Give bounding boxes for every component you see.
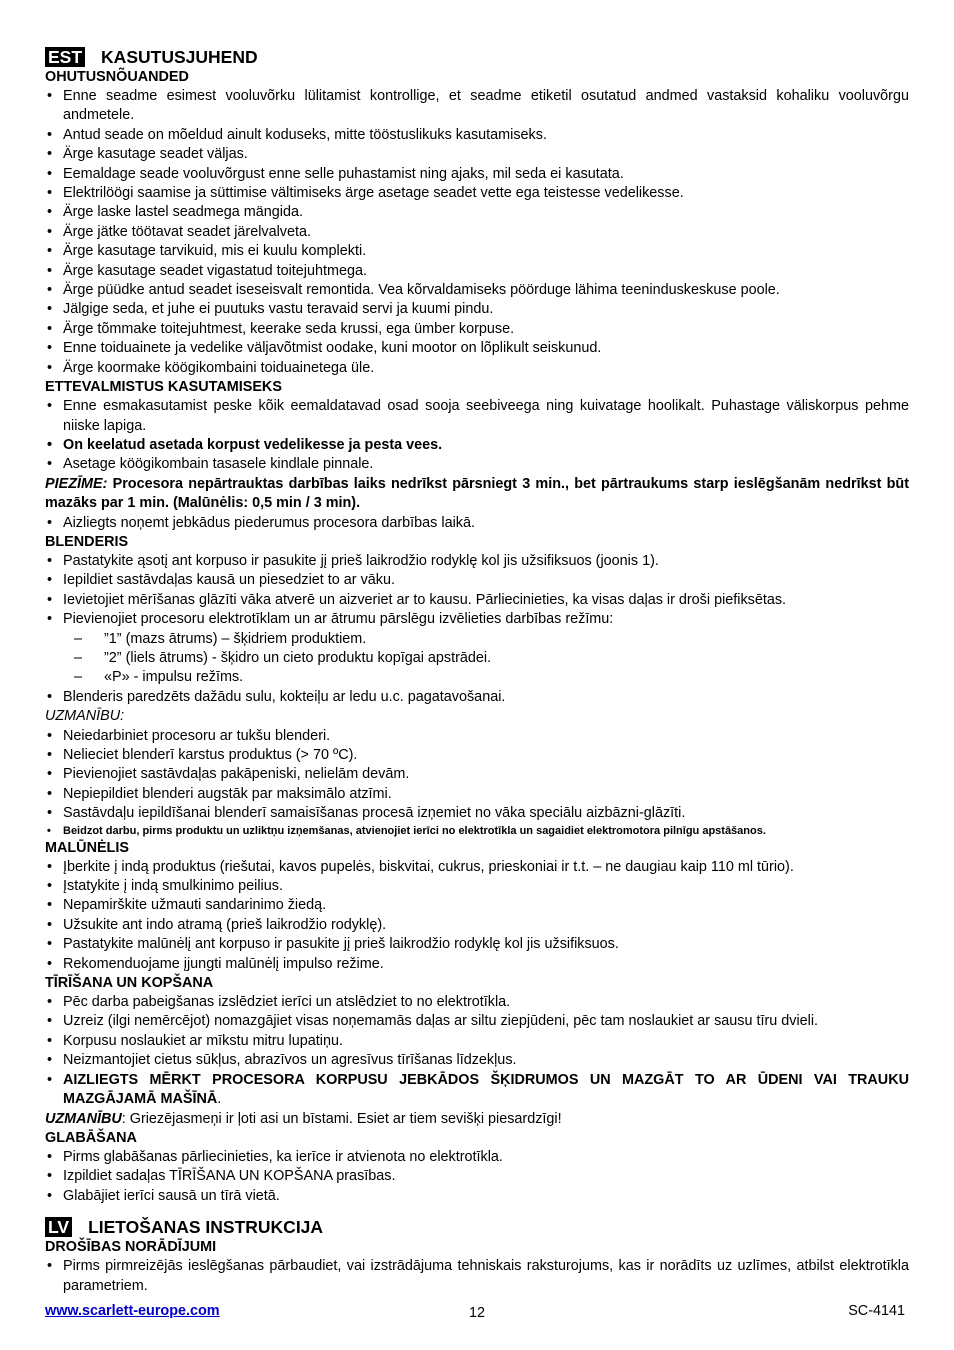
list-item: • Antud seade on mõeldud ainult koduseks, mitte tööstuslikuks kasutamiseks.	[45, 126, 909, 145]
lv-safety-heading: DROŠĪBAS NORĀDĪJUMI	[45, 1239, 217, 1256]
list-item: • Eemaldage seade vooluvõrgust enne selle puhastamist ning ajaks, mil seda ei kasutata.	[45, 165, 909, 184]
blender-list-end	[45, 688, 909, 707]
attention-small-list	[45, 824, 909, 839]
list-item: • Enne esmakasutamist peske kõik eemaldatavad osad sooja seebiveega ning kuivatage hoolikalt. Puhastage väliskorpus pehme niiske lapiga.	[45, 397, 909, 436]
attention-list	[45, 727, 909, 824]
cleaning-warning: AIZLIEGTS MĒRKT PROCESORA KORPUSU JEBKĀDOS ŠĶIDRUMOS UN MAZGĀT TO AR ŪDENI VAI TRAUKU MAZGĀJAMĀ MAŠĪNĀ	[63, 1071, 909, 1108]
list-item: – «P» - impulsu režīms.	[45, 668, 909, 687]
list-item: • Užsukite ant indo atramą (prieš laikrodžio rodyklę).	[45, 916, 909, 935]
list-item: • Pēc darba pabeigšanas izslēdziet ierīci un atslēdziet to no elektrotīkla.	[45, 993, 909, 1012]
note-label: PIEZĪME:	[45, 475, 108, 492]
blender-heading: BLENDERIS	[45, 533, 129, 550]
storage-heading: GLABĀŠANA	[45, 1129, 137, 1146]
list-item: • Enne seadme esimest vooluvõrku lülitamist kontrollige, et seadme etiketil osutatud andmed vastaksid kohaliku vooluvõrgu andmetele.	[45, 87, 909, 126]
list-item: • Sastāvdaļu iepildīšanai blenderī samaisīšanas procesā izņemiet no vāka speciālu aizbāzni-glāzīti.	[45, 804, 909, 823]
list-item: • Įstatykite į indą smulkinimo peilius.	[45, 877, 909, 896]
est-section-header	[45, 46, 909, 68]
list-item: • Ärge jätke töötavat seadet järelvalveta.	[45, 223, 909, 242]
list-item: • Izpildiet sadaļas TĪRĪŠANA UN KOPŠANA prasības.	[45, 1167, 909, 1186]
language-tag-lv: LV	[45, 1217, 72, 1237]
list-item: • Neizmantojiet cietus sūkļus, abrazīvos un agresīvus tīrīšanas līdzekļus.	[45, 1051, 909, 1070]
list-item: • Ärge kasutage seadet väljas.	[45, 145, 909, 164]
list-item: • Blenderis paredzēts dažādu sulu, kokteiļu ar ledu u.c. pagatavošanai.	[45, 688, 909, 707]
list-item	[45, 1071, 909, 1110]
prep-heading: ETTEVALMISTUS KASUTAMISEKS	[45, 379, 282, 396]
lv-section-header	[45, 1216, 909, 1238]
list-item: • Asetage köögikombain tasasele kindlale pinnale.	[45, 455, 909, 474]
lv-title: LIETOŠANAS INSTRUKCIJA	[88, 1217, 324, 1238]
list-item: • Pastatykite ąsotį ant korpuso ir pasukite jį prieš laikrodžio rodyklę kol jis užsifiksuos (joonis 1).	[45, 552, 909, 571]
list-item: • Nepiepildiet blenderi augstāk par maksimālo atzīmi.	[45, 785, 909, 804]
list-item: • Ärge püüdke antud seadet iseseisvalt remontida. Vea kõrvaldamiseks pöörduge lähima teeninduskeskuse poole.	[45, 281, 909, 300]
list-item: • Pastatykite malūnėlį ant korpuso ir pasukite jį prieš laikrodžio rodyklę kol jis užsifiksuos.	[45, 935, 909, 954]
cleaning-warning-end: .	[217, 1091, 222, 1108]
list-item: • Enne toiduainete ja vedelike väljavõtmist oodake, kuni mootor on lõplikult seiskunud.	[45, 339, 909, 358]
cleaning-bold-list	[45, 1071, 909, 1110]
est-safety-heading: OHUTUSNÕUANDED	[45, 69, 189, 85]
list-item: • Iepildiet sastāvdaļas kausā un piesedziet to ar vāku.	[45, 571, 909, 590]
list-item: • Uzreiz (ilgi nemērcējot) nomazgājiet visas noņemamās daļas ar siltu ziepjūdeni, pēc tam noslaukiet ar sausu tīru dvieli.	[45, 1012, 909, 1031]
list-item: • Beidzot darbu, pirms produktu un uzliktņu izņemšanas, atvienojiet ierīci no elektrotīkla un sagaidiet elektromotora pilnīgu apstāšanos.	[45, 824, 909, 839]
list-item: • Pirms glabāšanas pārliecinieties, ka ierīce ir atvienota no elektrotīkla.	[45, 1148, 909, 1167]
cleaning-heading: TĪRĪŠANA UN KOPŠANA	[45, 975, 214, 992]
est-title: KASUTUSJUHEND	[101, 47, 258, 67]
caution-label: UZMANĪBU	[45, 1110, 122, 1127]
list-item: • Glabājiet ierīci sausā un tīrā vietā.	[45, 1187, 909, 1206]
website-link[interactable]: www.scarlett-europe.com	[45, 1303, 220, 1319]
list-item: – ”2” (liels ātrums) - šķidro un cieto produktu kopīgai apstrādei.	[45, 649, 909, 668]
list-item: • Pievienojiet procesoru elektrotīklam un ar ātrumu pārslēgu izvēlieties darbības režīmu:	[45, 610, 909, 629]
list-item: • On keelatud asetada korpust vedelikesse ja pesta vees.	[45, 436, 909, 455]
blender-list	[45, 552, 909, 630]
list-item: • Rekomenduojame įjungti malūnėlį impulso režime.	[45, 955, 909, 974]
list-item: • Ärge laske lastel seadmega mängida.	[45, 203, 909, 222]
prep-list	[45, 397, 909, 475]
page-number: 12	[469, 1305, 486, 1321]
list-item: • Ärge koormake köögikombaini toiduainetega üle.	[45, 359, 909, 378]
list-item: • Įberkite į indą produktus (riešutai, kavos pupelės, biskvitai, cukrus, prieskoniai ir t.t. – ne daugiau kaip 110 ml tūrio).	[45, 858, 909, 877]
list-item: • Jälgige seda, et juhe ei puutuks vastu teravaid servi ja kuumi pindu.	[45, 300, 909, 319]
est-safety-list	[45, 87, 909, 378]
grinder-list	[45, 858, 909, 974]
list-item: • Korpusu noslaukiet ar mīkstu mitru lupatiņu.	[45, 1032, 909, 1051]
list-item: • Neiedarbiniet procesoru ar tukšu blenderi.	[45, 727, 909, 746]
note-list	[45, 514, 909, 533]
cleaning-list	[45, 993, 909, 1071]
caution-paragraph	[45, 1110, 909, 1129]
lv-safety-list	[45, 1257, 909, 1296]
note-paragraph	[45, 475, 909, 514]
language-tag-est: EST	[45, 47, 85, 67]
attention-label: UZMANĪBU:	[45, 708, 125, 725]
list-item: • Ärge kasutage seadet vigastatud toitejuhtmega.	[45, 262, 909, 281]
list-item: • Aizliegts noņemt jebkādus piederumus procesora darbības laikā.	[45, 514, 909, 533]
list-item: • Pievienojiet sastāvdaļas pakāpeniski, nelielām devām.	[45, 765, 909, 784]
speed-list	[45, 630, 909, 688]
model-number: SC-4141	[848, 1303, 905, 1319]
storage-list	[45, 1148, 909, 1206]
list-item: – ”1” (mazs ātrums) – šķidriem produktiem.	[45, 630, 909, 649]
page-footer	[45, 1300, 905, 1324]
note-text: Procesora nepārtrauktas darbības laiks nedrīkst pārsniegt 3 min., bet pārtraukums starp ieslēgšanām nedrīkst būt mazāks par 1 min. (Malūnėlis: 0,5 min / 3 min).	[45, 475, 909, 512]
list-item: • Ärge tõmmake toitejuhtmest, keerake seda krussi, ega ümber korpuse.	[45, 320, 909, 339]
list-item: • Ärge kasutage tarvikuid, mis ei kuulu komplekti.	[45, 242, 909, 261]
caution-text: : Griezējasmeņi ir ļoti asi un bīstami. Esiet ar tiem sevišķi piesardzīgi!	[121, 1110, 562, 1127]
list-item: • Ievietojiet mērīšanas glāzīti vāka atverē un aizveriet ar to kausu. Pārliecinieties, ka visas daļas ir droši piefiksētas.	[45, 591, 909, 610]
list-item: • Nelieciet blenderī karstus produktus (> 70 ºC).	[45, 746, 909, 765]
manual-page	[45, 46, 909, 1296]
list-item: • Nepamirškite užmauti sandarinimo žiedą.	[45, 896, 909, 915]
list-item: • Pirms pirmreizējās ieslēgšanas pārbaudiet, vai izstrādājuma tehniskais raksturojums, kas ir norādīts uz uzlīmes, atbilst elektrotīkla parametriem.	[45, 1257, 909, 1296]
list-item: • Elektrilöögi saamise ja süttimise vältimiseks ärge asetage seadet vette ega teistesse vedelikesse.	[45, 184, 909, 203]
grinder-heading: MALŪNĖLIS	[45, 839, 129, 856]
